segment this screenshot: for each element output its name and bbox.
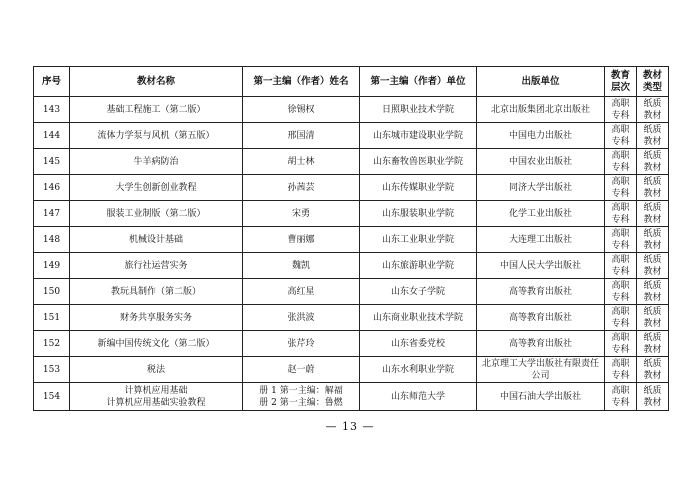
cell-no: 148 xyxy=(34,227,70,253)
cell-editor: 孙茜芸 xyxy=(243,175,360,201)
cell-no: 144 xyxy=(34,123,70,149)
cell-title: 新编中国传统文化（第二版） xyxy=(70,331,243,357)
cell-editor: 张洪波 xyxy=(243,305,360,331)
cell-editor: 宋勇 xyxy=(243,201,360,227)
cell-editor: 张芹玲 xyxy=(243,331,360,357)
cell-type: 纸质 教材 xyxy=(637,123,669,149)
table-row xyxy=(34,383,669,411)
table-row xyxy=(34,149,669,175)
header-level: 教育 层次 xyxy=(605,67,637,97)
cell-editor: 胡士林 xyxy=(243,149,360,175)
cell-unit: 山东旅游职业学院 xyxy=(360,253,477,279)
cell-level: 高职 专科 xyxy=(605,149,637,175)
cell-unit: 山东工业职业学院 xyxy=(360,227,477,253)
cell-unit: 山东传媒职业学院 xyxy=(360,175,477,201)
cell-publisher: 化学工业出版社 xyxy=(477,201,605,227)
header-unit: 第一主编（作者）单位 xyxy=(360,67,477,97)
cell-publisher: 高等教育出版社 xyxy=(477,279,605,305)
cell-unit: 山东水利职业学院 xyxy=(360,357,477,383)
cell-publisher: 中国电力出版社 xyxy=(477,123,605,149)
cell-no: 146 xyxy=(34,175,70,201)
cell-title: 服装工业制版（第二版） xyxy=(70,201,243,227)
cell-unit: 日照职业技术学院 xyxy=(360,97,477,123)
cell-level: 高职 专科 xyxy=(605,357,637,383)
cell-level: 高职 专科 xyxy=(605,383,637,411)
cell-publisher: 中国石油大学出版社 xyxy=(477,383,605,411)
cell-editor: 赵一蔚 xyxy=(243,357,360,383)
cell-level: 高职 专科 xyxy=(605,175,637,201)
cell-title: 教玩具制作（第二版） xyxy=(70,279,243,305)
cell-no: 152 xyxy=(34,331,70,357)
cell-unit: 山东服装职业学院 xyxy=(360,201,477,227)
cell-level: 高职 专科 xyxy=(605,97,637,123)
cell-type: 纸质 教材 xyxy=(637,149,669,175)
cell-title: 财务共享服务实务 xyxy=(70,305,243,331)
cell-type: 纸质 教材 xyxy=(637,201,669,227)
cell-unit: 山东省委党校 xyxy=(360,331,477,357)
cell-editor: 魏凯 xyxy=(243,253,360,279)
table-row xyxy=(34,123,669,149)
cell-type: 纸质 教材 xyxy=(637,383,669,411)
cell-type: 纸质 教材 xyxy=(637,331,669,357)
cell-type: 纸质 教材 xyxy=(637,253,669,279)
table-row xyxy=(34,253,669,279)
cell-unit: 山东师范大学 xyxy=(360,383,477,411)
cell-editor: 高红星 xyxy=(243,279,360,305)
cell-publisher: 北京理工大学出版社有限责任公司 xyxy=(477,357,605,383)
cell-no: 147 xyxy=(34,201,70,227)
cell-no: 145 xyxy=(34,149,70,175)
cell-level: 高职 专科 xyxy=(605,305,637,331)
table-row xyxy=(34,331,669,357)
cell-editor: 曹丽娜 xyxy=(243,227,360,253)
cell-title: 税法 xyxy=(70,357,243,383)
cell-unit: 山东女子学院 xyxy=(360,279,477,305)
cell-title: 流体力学泵与风机（第五版） xyxy=(70,123,243,149)
cell-title: 基础工程施工（第二版） xyxy=(70,97,243,123)
cell-publisher: 同济大学出版社 xyxy=(477,175,605,201)
table-row xyxy=(34,97,669,123)
cell-no: 150 xyxy=(34,279,70,305)
cell-title: 大学生创新创业教程 xyxy=(70,175,243,201)
cell-no: 149 xyxy=(34,253,70,279)
header-no: 序号 xyxy=(34,67,70,97)
cell-title: 机械设计基础 xyxy=(70,227,243,253)
cell-publisher: 高等教育出版社 xyxy=(477,305,605,331)
cell-level: 高职 专科 xyxy=(605,227,637,253)
table-body xyxy=(34,97,669,411)
cell-type: 纸质 教材 xyxy=(637,279,669,305)
header-title: 教材名称 xyxy=(70,67,243,97)
table-header-row xyxy=(34,67,669,97)
cell-publisher: 大连理工出版社 xyxy=(477,227,605,253)
cell-no: 143 xyxy=(34,97,70,123)
cell-level: 高职 专科 xyxy=(605,279,637,305)
header-editor: 第一主编（作者）姓名 xyxy=(243,67,360,97)
cell-unit: 山东城市建设职业学院 xyxy=(360,123,477,149)
table-row xyxy=(34,201,669,227)
cell-editor: 徐锡权 xyxy=(243,97,360,123)
cell-no: 153 xyxy=(34,357,70,383)
cell-level: 高职 专科 xyxy=(605,123,637,149)
cell-editor: 册 1 第一主编：解福 册 2 第一主编：鲁燃 xyxy=(243,383,360,411)
table-row xyxy=(34,357,669,383)
cell-publisher: 高等教育出版社 xyxy=(477,331,605,357)
cell-no: 151 xyxy=(34,305,70,331)
cell-level: 高职 专科 xyxy=(605,253,637,279)
page-number: — 13 — xyxy=(325,420,375,433)
cell-publisher: 中国人民大学出版社 xyxy=(477,253,605,279)
cell-type: 纸质 教材 xyxy=(637,305,669,331)
cell-title: 牛羊病防治 xyxy=(70,149,243,175)
cell-editor: 邢国清 xyxy=(243,123,360,149)
cell-unit: 山东畜牧兽医职业学院 xyxy=(360,149,477,175)
cell-title: 计算机应用基础 计算机应用基础实验教程 xyxy=(70,383,243,411)
header-type: 教材 类型 xyxy=(637,67,669,97)
cell-type: 纸质 教材 xyxy=(637,175,669,201)
cell-title: 旅行社运营实务 xyxy=(70,253,243,279)
table-row xyxy=(34,279,669,305)
cell-level: 高职 专科 xyxy=(605,331,637,357)
table-row xyxy=(34,227,669,253)
cell-type: 纸质 教材 xyxy=(637,357,669,383)
cell-level: 高职 专科 xyxy=(605,201,637,227)
cell-unit: 山东商业职业技术学院 xyxy=(360,305,477,331)
table-row xyxy=(34,175,669,201)
cell-publisher: 中国农业出版社 xyxy=(477,149,605,175)
cell-publisher: 北京出版集团北京出版社 xyxy=(477,97,605,123)
cell-type: 纸质 教材 xyxy=(637,97,669,123)
cell-type: 纸质 教材 xyxy=(637,227,669,253)
header-publisher: 出版单位 xyxy=(477,67,605,97)
textbook-table xyxy=(33,66,669,411)
cell-no: 154 xyxy=(34,383,70,411)
table-row xyxy=(34,305,669,331)
